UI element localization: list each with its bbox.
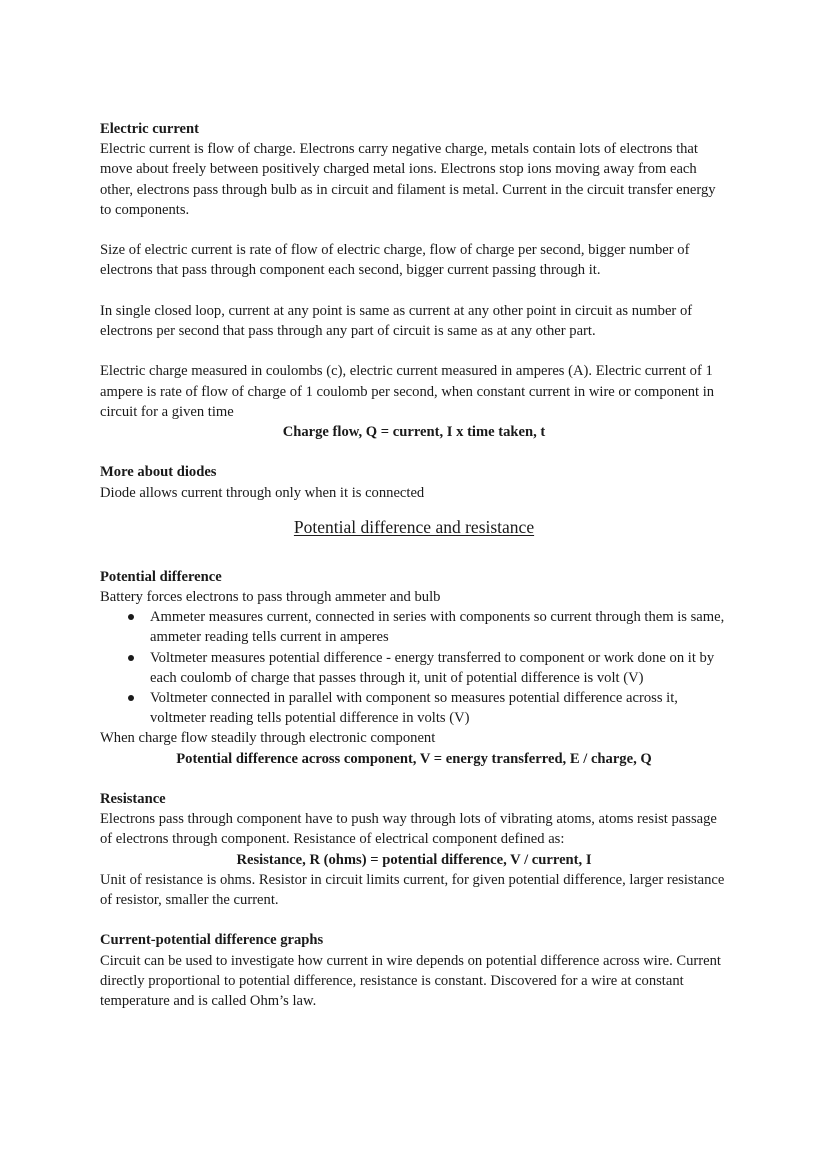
paragraph-graphs: Circuit can be used to investigate how current in wire depends on potential difference across wire. Current directly proportional to potential difference, resistance is constant. Discovered for a wire at constant temperature and is called Ohm’s law.	[100, 952, 721, 1010]
spacer	[100, 341, 728, 361]
heading-diodes: More about diodes	[100, 464, 217, 481]
paragraph-electric-current-4: Electric charge measured in coulombs (c), electric current measured in amperes (A). Electric current of 1 ampere is rate of flow of charge of 1 coulomb per second, when constant current in wire or component in circuit for a given time	[100, 363, 715, 420]
formula-resistance: Resistance, R (ohms) = potential difference, V / current, I	[236, 851, 592, 868]
list-item: Voltmeter connected in parallel with component so measures potential difference across it, voltmeter reading tells potential difference in volts (V)	[150, 688, 728, 728]
spacer	[100, 281, 728, 301]
document-page	[100, 119, 728, 1011]
paragraph-electric-current-3: In single closed loop, current at any point is same as current at any other point in circuit as number of electrons per second that pass through any part of circuit is same as at any other part.	[100, 302, 693, 339]
formula-charge-flow: Charge flow, Q = current, I x time taken, t	[282, 424, 546, 440]
paragraph-resistance-2: Unit of resistance is ohms. Resistor in circuit limits current, for given potential difference, larger resistance of resistor, smaller the current.	[100, 871, 725, 909]
paragraph-pd-after: When charge flow steadily through electronic component	[100, 730, 436, 747]
spacer	[100, 220, 728, 240]
formula-potential-difference: Potential difference across component, V = energy transferred, E / charge, Q	[176, 750, 652, 767]
heading-potential-difference: Potential difference	[100, 568, 222, 585]
heading-graphs: Current-potential difference graphs	[100, 932, 324, 949]
paragraph-resistance-1: Electrons pass through component have to push way through lots of vibrating atoms, atoms resist passage of electrons through component. Resistance of electrical component defined as:	[100, 811, 717, 848]
list-item: Ammeter measures current, connected in series with components so current through them is same, ammeter reading tells current in amperes	[150, 607, 728, 647]
paragraph-electric-current-2: Size of electric current is rate of flow of electric charge, flow of charge per second, bigger number of electrons that pass through component each second, bigger current passing through it.	[100, 242, 690, 279]
list-item: Voltmeter measures potential difference - energy transferred to component or work done on it by each coulomb of charge that passes through it, unit of potential difference is volt (V)	[150, 648, 728, 688]
heading-resistance: Resistance	[100, 791, 166, 808]
paragraph-diodes: Diode allows current through only when it is connected	[100, 484, 425, 501]
spacer	[100, 769, 728, 789]
spacer	[100, 442, 728, 462]
paragraph-pd-intro: Battery forces electrons to pass through ammeter and bulb	[100, 589, 441, 605]
spacer	[100, 910, 728, 930]
paragraph-electric-current-1: Electric current is flow of charge. Electrons carry negative charge, metals contain lots of electrons that move about freely between positively charged metal ions. Electrons stop ions moving away from each other, electrons pass through bulb as in circuit and filament is metal. Current in the circuit transfer energy to components.	[100, 141, 716, 218]
heading-electric-current: Electric current	[100, 121, 199, 137]
section-title: Potential difference and resistance	[293, 516, 535, 537]
spacer	[100, 539, 728, 567]
pd-bullet-list	[100, 607, 728, 728]
